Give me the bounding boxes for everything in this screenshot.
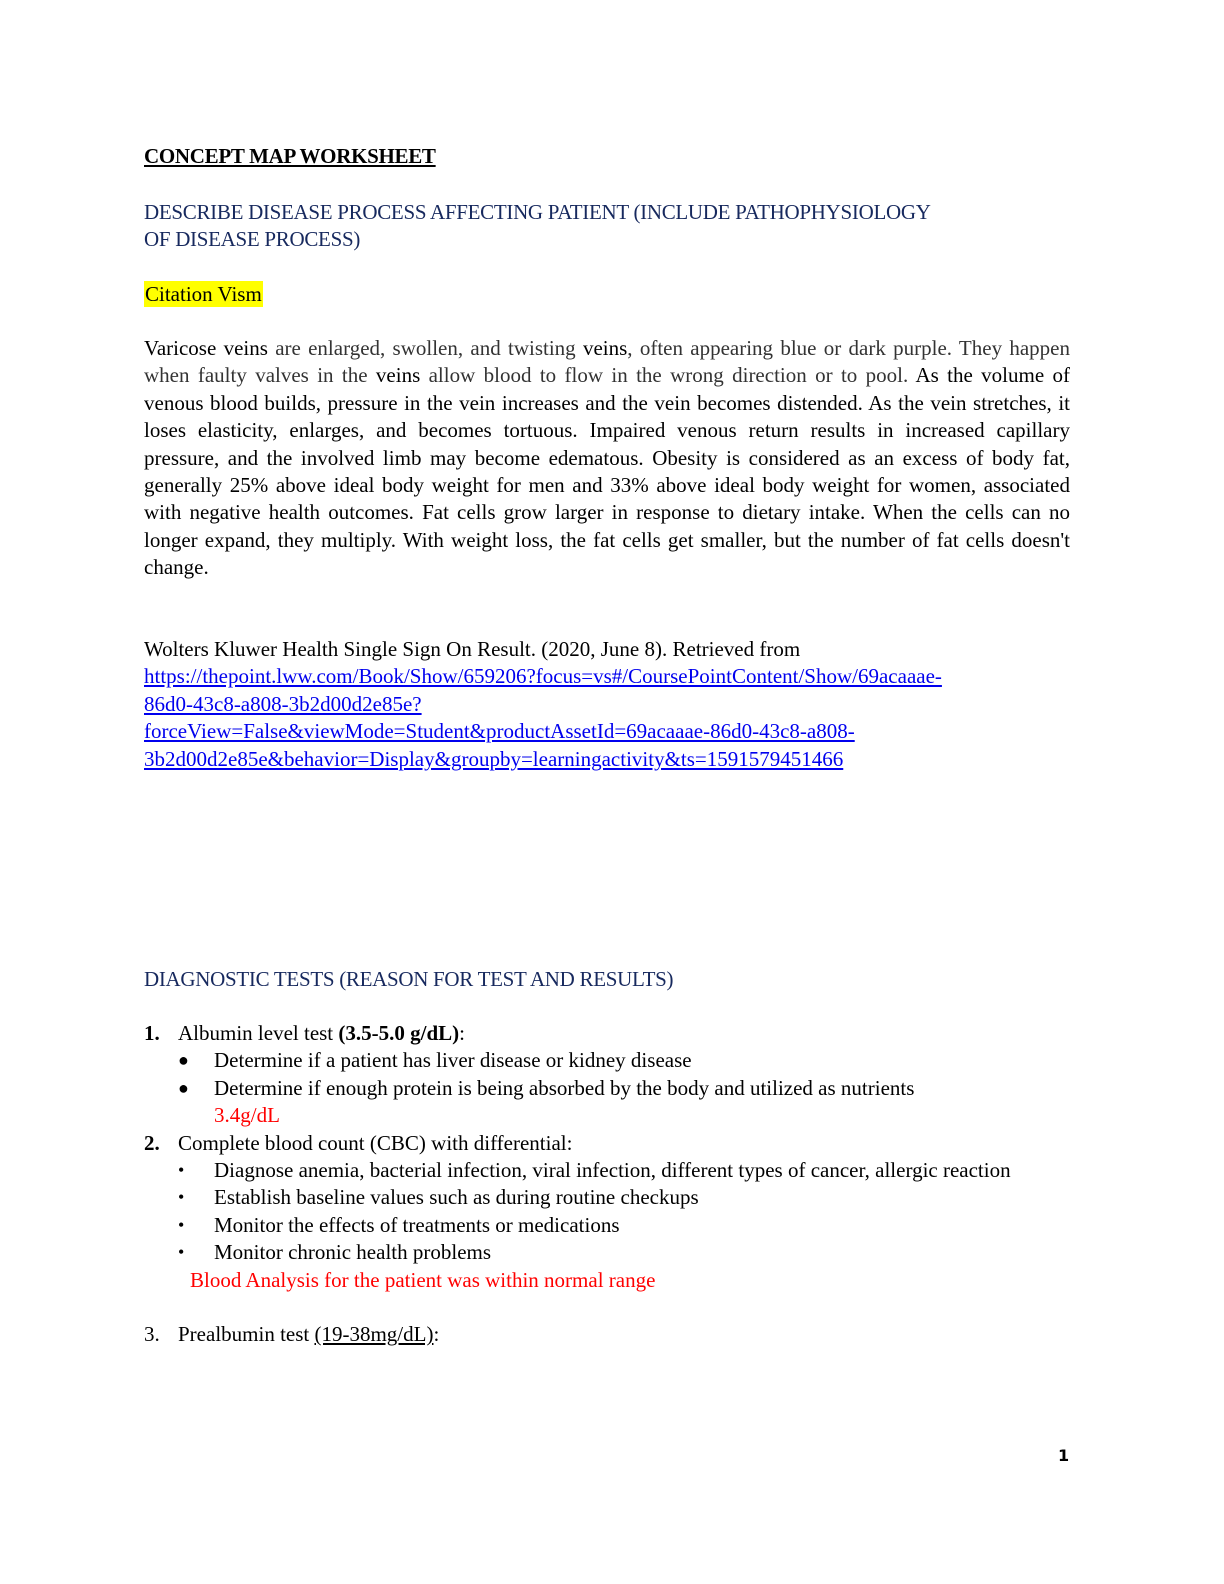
para-text: are enlarged, swollen, and twisting [267,336,583,360]
list-number: 2. [144,1130,160,1155]
test-range: (19-38mg/dL) [314,1322,434,1347]
citation-label: Citation Vism [145,282,262,306]
reference-link[interactable] [144,663,1074,773]
test-item-cbc [144,1130,1074,1157]
test-item-prealbumin [144,1321,1074,1348]
reference-link-line[interactable]: 3b2d00d2e85e&behavior=Display&groupby=learningactivity&ts=1591579451466 [144,746,844,771]
list-number: 1. [144,1021,160,1045]
list-item [144,1184,1074,1211]
test-name: Complete blood count (CBC) with differential: [178,1130,573,1155]
bullet-icon: • [178,1214,185,1235]
bullet-icon: • [178,1242,185,1263]
document-title: CONCEPT MAP WORKSHEET [144,144,436,168]
test-suffix: : [459,1021,465,1045]
test-suffix: : [433,1322,440,1347]
test-item-albumin [144,1020,1074,1047]
disease-heading-line2: OF DISEASE PROCESS) [144,227,361,251]
spacer [144,1294,1074,1321]
list-item [144,1212,1074,1239]
list-item [144,1157,1074,1184]
test-result: 3.4g/dL [214,1103,280,1128]
test-name: Albumin level test [178,1021,339,1045]
bullet-text: Monitor the effects of treatments or medications [214,1212,620,1237]
term-veins: veins [582,336,628,360]
list-item [144,1075,1074,1130]
bullet-text: Determine if enough protein is being absorbed by the body and utilized as nutrients [214,1075,915,1100]
bullet-icon: ● [178,1050,189,1071]
reference-text: Wolters Kluwer Health Single Sign On Result. (2020, June 8). Retrieved from [144,637,801,661]
bullet-icon: • [178,1187,185,1208]
page-number: 1 [1058,1446,1070,1465]
test-range: (3.5-5.0 g/dL) [338,1021,460,1045]
bullet-icon: ● [178,1077,189,1098]
term-varicose-veins: Varicose veins [144,336,268,360]
bullet-text: Determine if a patient has liver disease or kidney disease [214,1048,692,1073]
list-item [144,1239,1074,1266]
list-number: 3. [144,1322,160,1347]
disease-heading-line1: DESCRIBE DISEASE PROCESS AFFECTING PATIENT (INCLUDE PATHOPHYSIOLOGY [144,200,931,224]
bullet-text: Establish baseline values such as during routine checkups [214,1185,699,1210]
para-text: As the volume of venous blood builds, pressure in the vein increases and the vein becomes distended. As the vein stretches, it loses elasticity, enlarges, and becomes tortuous. Impaired venous return results in increased capillary pressure, and the involved limb may become edematous. Obesity is considered as an excess of body fat, generally 25% above ideal body weight for men and 33% above ideal body weight for women, associated with negative health outcomes. Fat cells grow larger in response to dietary intake. When the cells can no longer expand, they multiply. With weight loss, the fat cells get smaller, but the number of fat cells doesn't change. [144,363,1071,580]
bullet-icon: • [178,1160,185,1181]
diagnostic-tests-heading: DIAGNOSTIC TESTS (REASON FOR TEST AND RESULTS) [144,967,674,991]
para-text: , often appearing blue or dark purple. They happen when faulty valves in the [144,336,1070,388]
reference-citation [144,636,1074,773]
term-veins: veins [375,363,421,388]
disease-description-paragraph [144,335,1070,582]
reference-link-line[interactable]: forceView=False&viewMode=Student&productAssetId=69acaaae-86d0-43c8-a808- [144,719,855,744]
list-item [144,1047,1074,1074]
para-text: allow blood to flow in the wrong direction or to pool. [420,363,916,388]
bullet-text: Diagnose anemia, bacterial infection, viral infection, different types of cancer, allergic reaction [214,1158,1011,1183]
reference-link-line[interactable]: https://thepoint.lww.com/Book/Show/659206?focus=vs#/CoursePointContent/Show/69acaaae- [144,664,942,689]
diagnostic-tests-list [144,1020,1074,1348]
reference-link-line[interactable]: 86d0-43c8-a808-3b2d00d2e85e? [144,691,422,716]
bullet-text: Monitor chronic health problems [214,1240,492,1265]
disease-process-heading [144,199,1074,253]
test-name: Prealbumin test [178,1322,315,1347]
test-result: Blood Analysis for the patient was within normal range [190,1267,656,1292]
